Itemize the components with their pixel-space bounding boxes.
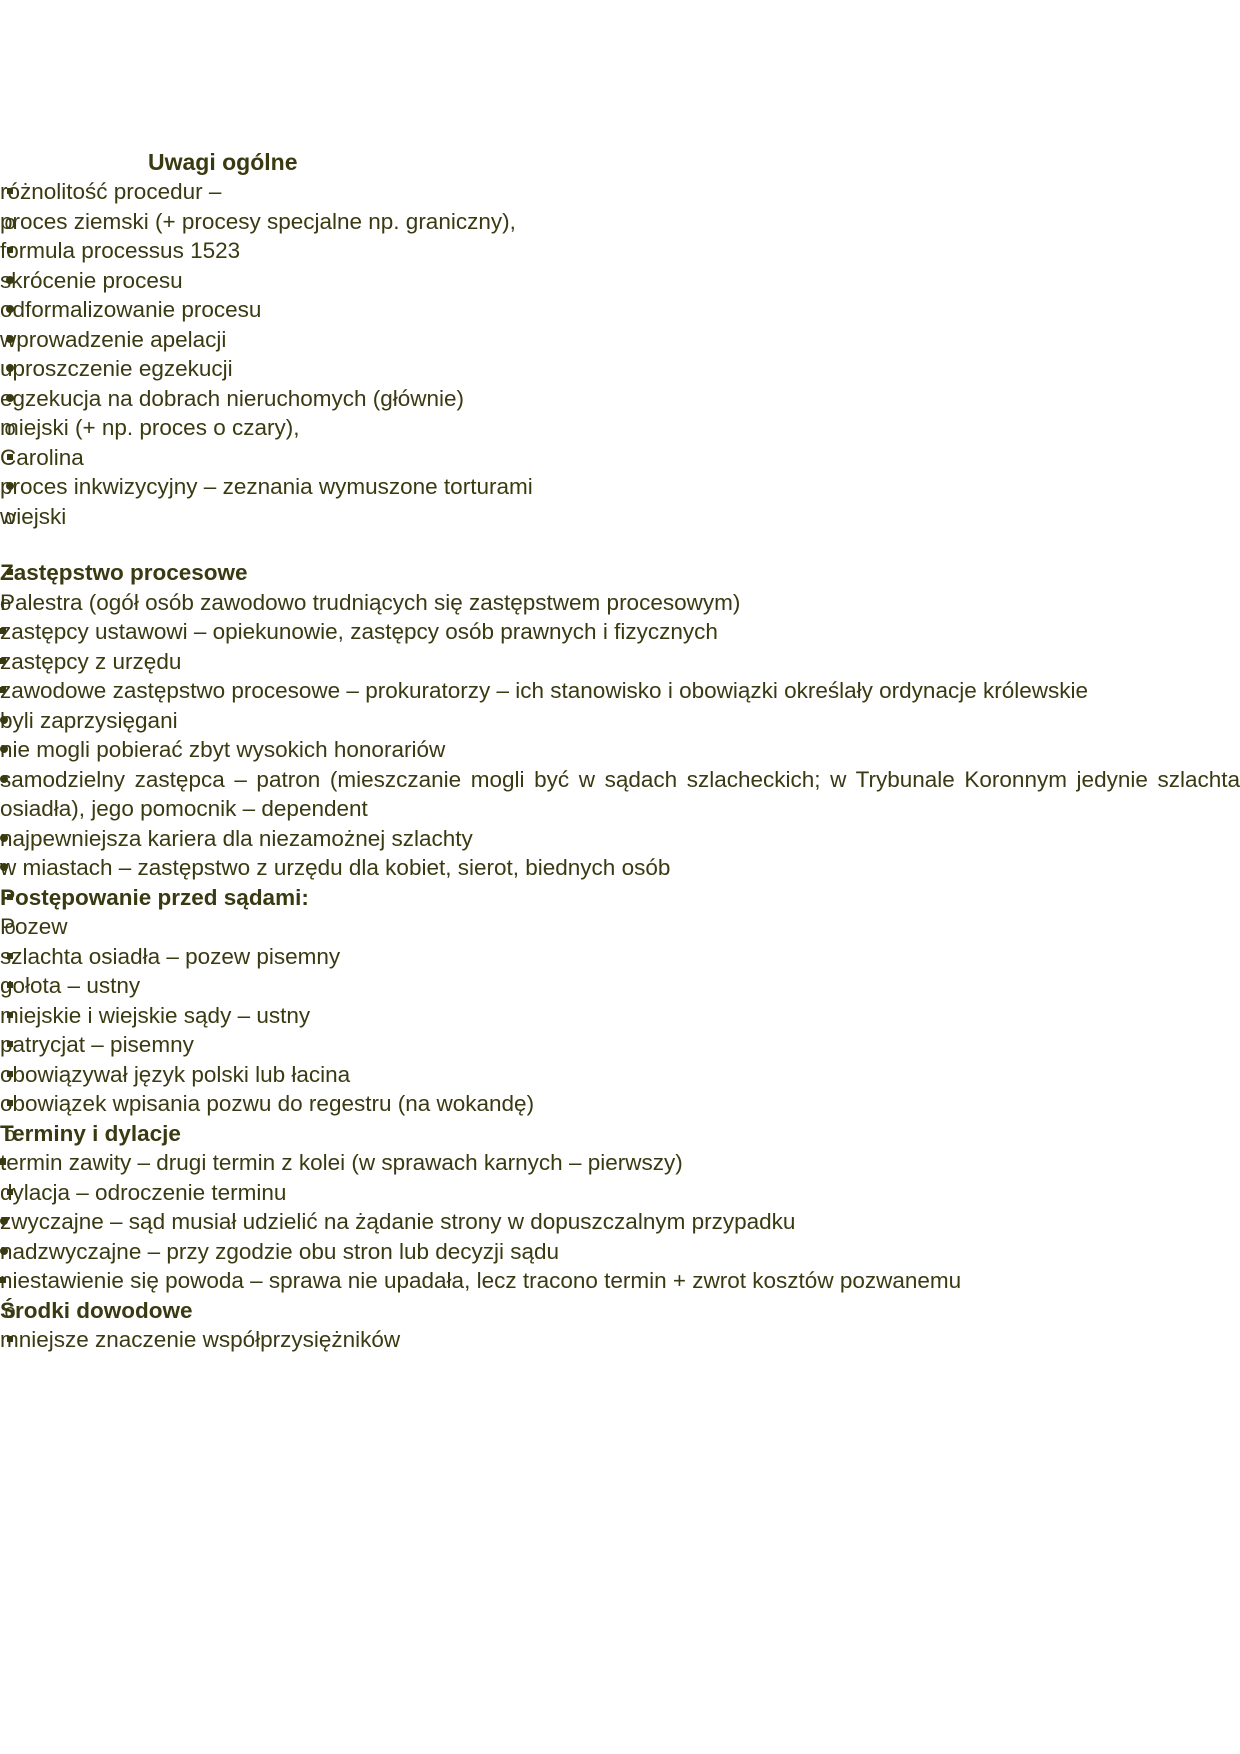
circle-bullet-icon [0, 1296, 20, 1328]
square-bullet-icon [0, 1060, 20, 1090]
circle-bullet-icon [0, 1119, 20, 1151]
list-item-text: nie mogli pobierać zbyt wysokich honorariów [0, 737, 446, 762]
list-item-text: nadzwyczajne – przy zgodzie obu stron lub decyzji sądu [0, 1238, 560, 1264]
dot-bullet-icon [0, 706, 20, 736]
list-item [0, 266, 1240, 296]
list-item-text: Środki dowodowe [0, 1297, 193, 1323]
list-item [0, 1148, 1240, 1178]
dot-bullet-icon [0, 266, 20, 296]
list-item [0, 647, 1240, 677]
list-item-text: obowiązek wpisania pozwu do regestru (na wokandę) [0, 1091, 535, 1116]
list-item [0, 354, 1240, 384]
square-bullet-icon [0, 971, 20, 1001]
list-item-text: najpewniejsza kariera dla niezamożnej szlachty [0, 825, 473, 851]
list-item-text: skrócenie procesu [0, 267, 183, 293]
list-item-text: proces ziemski (+ procesy specjalne np. graniczny), [0, 208, 516, 234]
list-item-text: patrycjat – pisemny [0, 1032, 194, 1057]
square-bullet-icon [0, 883, 20, 913]
list-item [0, 207, 1240, 414]
list-item [0, 1060, 1240, 1090]
dot-bullet-icon [0, 1207, 20, 1237]
dot-bullet-icon [0, 824, 20, 854]
square-bullet-icon [0, 1148, 20, 1178]
list-item [0, 971, 1240, 1001]
list-item [0, 472, 1240, 502]
list-item [0, 502, 1240, 532]
list-item [0, 1119, 1240, 1296]
list-item [0, 1030, 1240, 1060]
list-item [0, 1178, 1240, 1267]
list-item [0, 588, 1240, 883]
list-item-text: miejskie i wiejskie sądy – ustny [0, 1002, 311, 1028]
section-zastepstwo [0, 558, 1240, 883]
list-item [0, 295, 1240, 325]
list-item-text: szlachta osiadła – pozew pisemny [0, 943, 341, 969]
dot-bullet-icon [0, 354, 20, 384]
square-bullet-icon [0, 1089, 20, 1119]
list-item-text: zwyczajne – sąd musiał udzielić na żądanie strony w dopuszczalnym przypadku [0, 1209, 796, 1234]
list-item [0, 384, 1240, 414]
circle-bullet-icon [0, 588, 20, 620]
list-item [0, 1296, 1240, 1355]
square-bullet-icon [0, 1030, 20, 1060]
spacer [0, 531, 1240, 558]
section-label: Zastępstwo procesowe [0, 560, 248, 585]
list-item-text: byli zaprzysięgani [0, 707, 178, 733]
list-item [0, 853, 1240, 883]
list-item [0, 706, 1240, 736]
list-item-text: uproszczenie egzekucji [0, 356, 233, 381]
list-item-text: dylacja – odroczenie terminu [0, 1179, 287, 1205]
square-bullet-icon [0, 1266, 20, 1296]
list-item-text: termin zawity – drugi termin z kolei (w sprawach karnych – pierwszy) [0, 1150, 683, 1175]
dot-bullet-icon [0, 384, 20, 414]
list-item [0, 1237, 1240, 1267]
circle-bullet-icon [0, 912, 20, 944]
square-bullet-icon [0, 647, 20, 677]
list-item [0, 413, 1240, 502]
dot-bullet-icon [0, 295, 20, 325]
list-item [0, 824, 1240, 854]
list-item [0, 942, 1240, 972]
list-item-text: Pozew [0, 914, 68, 939]
list-item [0, 1207, 1240, 1237]
list-item-text: zawodowe zastępstwo procesowe – prokuratorzy – ich stanowisko i obowiązki określały ordynacje królewskie [0, 678, 1088, 703]
list-item [0, 443, 1240, 502]
list-item [0, 1325, 1240, 1355]
list-item-text: niestawienie się powoda – sprawa nie upadała, lecz tracono termin + zwrot kosztów pozwanemu [0, 1268, 962, 1293]
list-item-text: Palestra (ogół osób zawodowo trudniących się zastępstwem procesowym) [0, 589, 741, 615]
list-item-text: w miastach – zastępstwo z urzędu dla kobiet, sierot, biednych osób [0, 855, 671, 880]
list-item-text: obowiązywał język polski lub łacina [0, 1061, 351, 1087]
square-bullet-icon [0, 443, 20, 473]
list-item-text: proces inkwizycyjny – zeznania wymuszone torturami [0, 474, 533, 499]
dot-bullet-icon [0, 472, 20, 502]
list-item-text: mniejsze znaczenie współprzysiężników [0, 1327, 401, 1352]
list-item-text: Terminy i dylacje [0, 1120, 181, 1146]
list-item [0, 1089, 1240, 1119]
list-item-text: wprowadzenie apelacji [0, 326, 227, 352]
dot-bullet-icon [0, 1237, 20, 1267]
square-bullet-icon [0, 236, 20, 266]
list-item-text: wiejski [0, 503, 67, 529]
circle-bullet-icon [0, 413, 20, 445]
list-item-text: miejski (+ np. proces o czary), [0, 415, 300, 440]
list-item-text: zastępcy ustawowi – opiekunowie, zastępcy osób prawnych i fizycznych [0, 619, 718, 644]
square-bullet-icon [0, 1178, 20, 1208]
square-bullet-icon [0, 617, 20, 647]
square-bullet-icon [0, 942, 20, 972]
dot-bullet-icon [0, 765, 20, 795]
list-item [0, 236, 1240, 413]
page-title: Uwagi ogólne [148, 149, 298, 175]
square-bullet-icon [0, 558, 20, 588]
list-item [0, 912, 1240, 1119]
list-item-text: odformalizowanie procesu [0, 297, 262, 322]
list-item-text: formula processus 1523 [0, 238, 241, 263]
dot-bullet-icon [0, 853, 20, 883]
list-item-text: samodzielny zastępca – patron (mieszczanie mogli być w sądach szlacheckich; w Trybunale Koronnym jedynie szlachta osiadła), jego pomocnik – dependent [0, 766, 1240, 821]
list-item-text: gołota – ustny [0, 973, 141, 998]
list-item [0, 676, 1240, 883]
list-item [0, 735, 1240, 765]
square-bullet-icon [0, 177, 20, 207]
square-bullet-icon [0, 1325, 20, 1355]
square-bullet-icon [0, 676, 20, 706]
list-item-text: Carolina [0, 444, 84, 470]
section-postepowanie [0, 883, 1240, 1355]
circle-bullet-icon [0, 207, 20, 239]
list-item [0, 765, 1240, 824]
list-item [0, 1001, 1240, 1031]
section-roznolitosc [0, 177, 1240, 531]
list-item-text: zastępcy z urzędu [0, 648, 182, 674]
list-item-text: egzekucja na dobrach nieruchomych (głównie) [0, 385, 465, 411]
list-item [0, 617, 1240, 647]
section-label: Postępowanie przed sądami: [0, 884, 309, 910]
outline [0, 177, 1240, 1355]
list-item [0, 325, 1240, 355]
dot-bullet-icon [0, 735, 20, 765]
dot-bullet-icon [0, 325, 20, 355]
circle-bullet-icon [0, 502, 20, 534]
section-label: różnolitość procedur – [0, 179, 222, 204]
list-item [0, 1266, 1240, 1296]
square-bullet-icon [0, 1001, 20, 1031]
